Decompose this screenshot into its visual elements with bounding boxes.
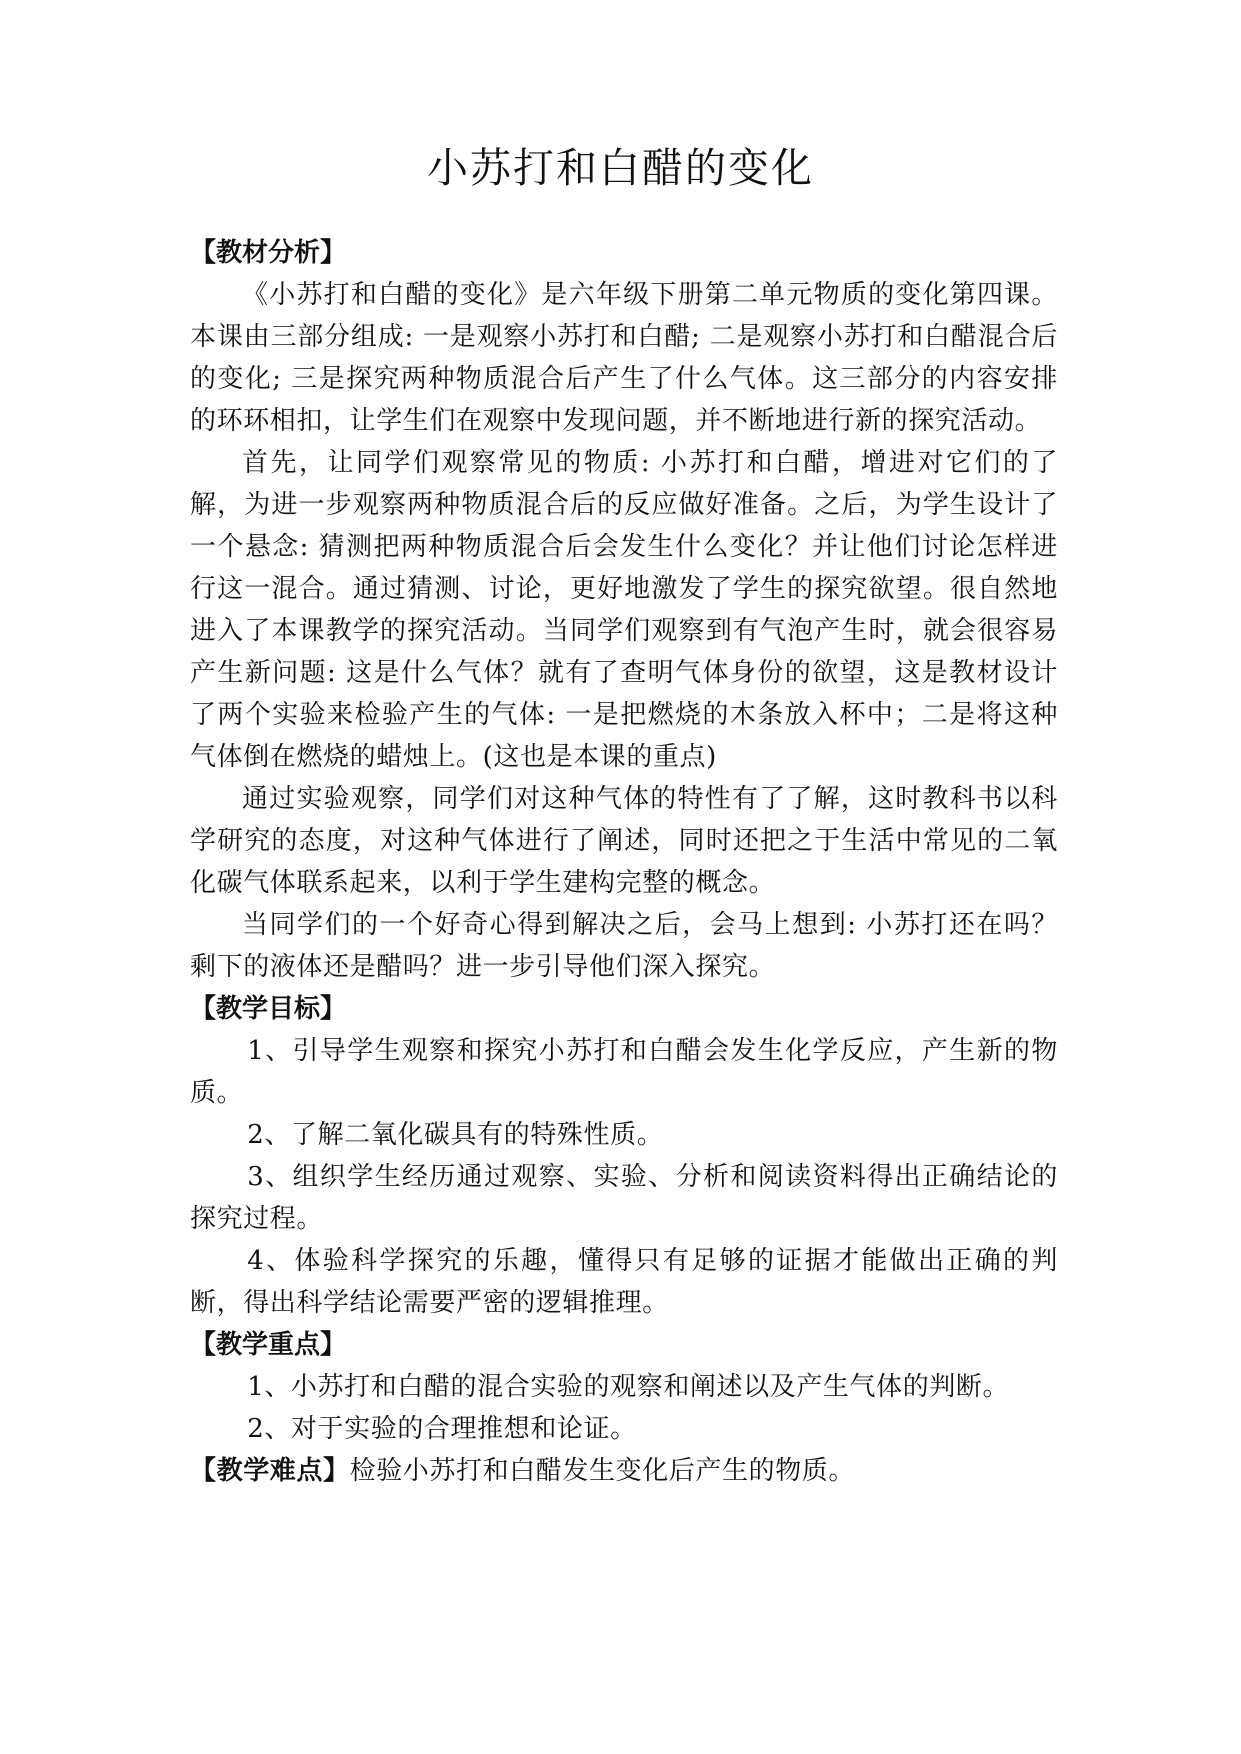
objective-item: 3、组织学生经历通过观察、实验、分析和阅读资料得出正确结论的探究过程。	[190, 1162, 1058, 1234]
section-key-points	[190, 1324, 1058, 1450]
objective-item: 1、引导学生观察和探究小苏打和白醋会发生化学反应，产生新的物质。	[190, 1036, 1058, 1108]
analysis-paragraph: 《小苏打和白醋的变化》是六年级下册第二单元物质的变化第四课。本课由三部分组成: 一是观察小苏打和白醋; 二是观察小苏打和白醋混合后的变化; 三是探究两种物质混合后产生了什么气体。这三部分的内容安排的环环相扣，让学生们在观察中发现问题，并不断地进行新的探究活动。	[190, 280, 1058, 436]
section-heading-objectives: 【教学目标】	[190, 994, 347, 1024]
objective-item: 2、了解二氧化碳具有的特殊性质。	[247, 1120, 664, 1150]
document-title: 小苏打和白醋的变化	[427, 144, 814, 192]
section-heading-key-points: 【教学重点】	[190, 1330, 347, 1360]
document-body	[190, 232, 1058, 1492]
section-analysis	[190, 232, 1058, 988]
difficulty-line	[190, 1450, 1058, 1492]
key-point-item: 1、小苏打和白醋的混合实验的观察和阐述以及产生气体的判断。	[247, 1372, 1010, 1402]
section-difficulty	[190, 1450, 1058, 1492]
section-objectives	[190, 988, 1058, 1324]
analysis-paragraph: 当同学们的一个好奇心得到解决之后，会马上想到: 小苏打还在吗？剩下的液体还是醋吗？进一步引导他们深入探究。	[190, 910, 1058, 982]
analysis-paragraph: 通过实验观察，同学们对这种气体的特性有了了解，这时教科书以科学研究的态度，对这种气体进行了阐述，同时还把之于生活中常见的二氧化碳气体联系起来，以利于学生建构完整的概念。	[190, 784, 1058, 898]
analysis-paragraph: 首先，让同学们观察常见的物质: 小苏打和白醋，增进对它们的了解，为进一步观察两种物质混合后的反应做好准备。之后，为学生设计了一个悬念: 猜测把两种物质混合后会发生什么变化？并让他们讨论怎样进行这一混合。通过猜测、讨论，更好地激发了学生的探究欲望。很自然地进入了本课教学的探究活动。当同学们观察到有气泡产生时，就会很容易产生新问题: 这是什么气体？就有了查明气体身份的欲望，这是教材设计了两个实验来检验产生的气体: 一是把燃烧的木条放入杯中；二是将这种气体倒在燃烧的蜡烛上。(这也是本课的重点)	[190, 448, 1058, 772]
objective-item: 4、体验科学探究的乐趣，懂得只有足够的证据才能做出正确的判断，得出科学结论需要严密的逻辑推理。	[190, 1246, 1058, 1318]
section-heading-difficulty: 【教学难点】	[190, 1456, 350, 1486]
section-heading-analysis: 【教材分析】	[190, 238, 347, 268]
key-point-item: 2、对于实验的合理推想和论证。	[247, 1414, 637, 1444]
difficulty-text: 检验小苏打和白醋发生变化后产生的物质。	[349, 1456, 856, 1486]
